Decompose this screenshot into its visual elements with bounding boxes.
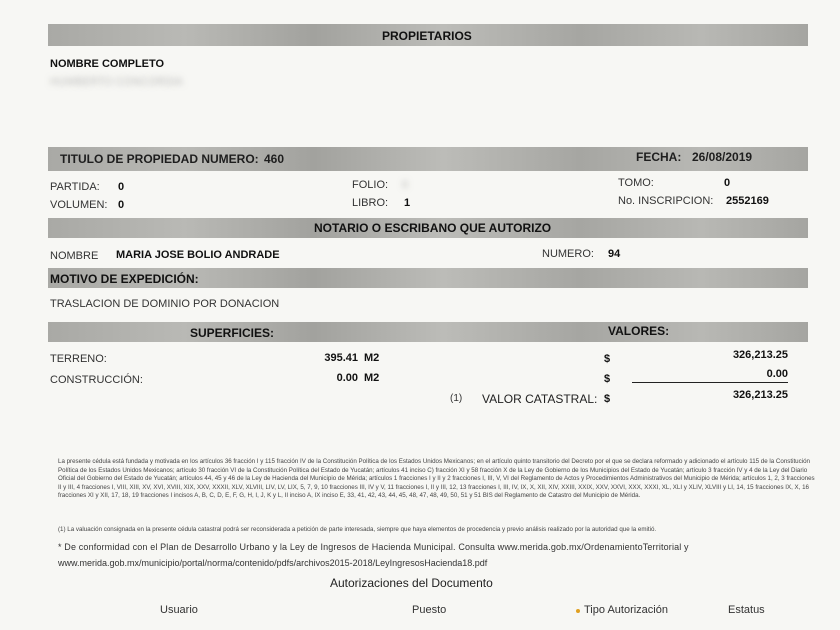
owners-section-title: PROPIETARIOS <box>382 29 472 43</box>
tomo-label: TOMO: <box>618 177 654 189</box>
col-tipo-autorizacion: Tipo Autorización <box>584 604 668 616</box>
construccion-area: 0.00 <box>336 372 358 384</box>
motive-value: TRASLACION DE DOMINIO POR DONACION <box>50 298 280 310</box>
surfaces-section-title: SUPERFICIES: <box>190 326 275 340</box>
partida-label: PARTIDA: <box>50 181 100 193</box>
title-deed-date-label: FECHA: <box>636 150 682 164</box>
inscripcion-label: No. INSCRIPCION: <box>618 195 714 207</box>
legal-paragraph: La presente cédula está fundada y motivada en los artículos 36 fracción I y 115 fracción IV de la Constitución Política de los Estados Unidos Mexicanos; en el artículo quinto transitorio del Decreto por el que se declara reformado y adicionado el artículo 115 de la Constitución Política de los Estados Unidos Mexicanos; artículo 30 fracción VI de la Constitución Política del Estado de Yucatán; artículos 41 inciso C) fracción XI y 58 fracción X de la Ley de Gobierno de los Municipios del Estado de Yucatán; artículo 3 fracción IV y 4 de la Ley del Diario Oficial del Gobierno del Estado de Yucatán; artículos 44, 45 y 46 de la Ley de Hacienda del Municipio de Mérida; artículos 1 fracciones I y II y 2 fracciones I, III, V, VI del Reglamento de Actos y Procedimientos Administrativos del Municipio de Mérida; artículos 1, 2, 3 fracciones II y III, 4 fracciones I, VIII, XIII, XV, XVI, XVIII, XIX, XXV, XXXII, XLV, XLVIII, LIV, LV, LIX, 5, 7, 9, 10 fracciones III, IV y V, 11 fracciones I, II y III, 12, 13 fracciones I, III, IV, IX, X, XII, XIV, XXIII, XXIX, XXV, XXVI, XXX, XXXI, XL, XLI y XLIV, XLVIII y LI, 14, 15 fracciones IX, X, 16 fracciones XI y XII, 17, 18, 19 fracciones I incisos A, B, C, D, E, F, G, H, I, J, K y L, II inciso A, IX inciso E, 33, 41, 42, 43, 44, 45, 48, 47, 48, 49, 50, 51 y 51 BIS del Reglamento de Catastro del Municipio de Mérida. <box>58 458 815 500</box>
conformity-line-2: www.merida.gob.mx/municipio/portal/norma/contenido/pdfs/archivos2015-2018/LeyIngresosHacienda18.pdf <box>58 558 488 568</box>
notary-number-value: 94 <box>608 248 621 260</box>
values-section-title: VALORES: <box>608 324 670 338</box>
construccion-currency: $ <box>604 373 611 385</box>
inscripcion-value: 2552169 <box>726 195 769 207</box>
terreno-unit: M2 <box>364 352 380 364</box>
catastral-value: 326,213.25 <box>732 389 788 401</box>
construccion-label: CONSTRUCCIÓN: <box>50 374 143 386</box>
notary-number-label: NUMERO: <box>542 248 594 260</box>
surfaces-band <box>48 322 808 342</box>
full-name-label: NOMBRE COMPLETO <box>50 58 165 70</box>
notary-name-label: NOMBRE <box>50 250 99 262</box>
catastral-currency: $ <box>604 393 611 405</box>
col-puesto: Puesto <box>412 604 447 616</box>
construccion-unit: M2 <box>364 372 380 384</box>
full-name-value: HUMBERTO CONCORDIA <box>50 76 183 88</box>
libro-label: LIBRO: <box>352 197 389 209</box>
tomo-value: 0 <box>724 177 731 189</box>
volumen-value: 0 <box>118 199 125 211</box>
catastral-label: VALOR CATASTRAL: <box>482 392 598 406</box>
folio-value: 6 <box>402 179 409 191</box>
col-usuario: Usuario <box>160 604 198 616</box>
col-estatus: Estatus <box>728 604 765 616</box>
construccion-value: 0.00 <box>766 368 788 380</box>
title-deed-number-value: 460 <box>264 152 285 166</box>
terreno-value: 326,213.25 <box>732 349 788 361</box>
notary-name-value: MARIA JOSE BOLIO ANDRADE <box>116 249 280 261</box>
volumen-label: VOLUMEN: <box>50 199 108 211</box>
total-rule <box>632 382 788 383</box>
bullet-icon <box>576 609 580 613</box>
partida-value: 0 <box>118 181 125 193</box>
catastral-note: (1) <box>450 393 463 404</box>
conformity-line-1: * De conformidad con el Plan de Desarrollo Urbano y la Ley de Ingresos de Hacienda Municipal. Consulta www.merida.gob.mx/OrdenamientoTerritorial y <box>58 542 689 552</box>
title-deed-number-label: TITULO DE PROPIEDAD NUMERO: <box>60 152 259 166</box>
authorizations-title: Autorizaciones del Documento <box>330 576 493 590</box>
libro-value: 1 <box>404 197 411 209</box>
valuation-note: (1) La valuación consignada en la presente cédula catastral podrá ser reconsiderada a petición de parte interesada, siempre que haya elementos de procedencia y previo análisis realizado por la autoridad que la emitió. <box>58 526 657 533</box>
folio-label: FOLIO: <box>352 179 389 191</box>
notary-section-title: NOTARIO O ESCRIBANO QUE AUTORIZO <box>314 221 552 235</box>
motive-section-title: MOTIVO DE EXPEDICIÓN: <box>50 272 199 286</box>
terreno-area: 395.41 <box>324 352 358 364</box>
terreno-label: TERRENO: <box>50 353 107 365</box>
terreno-currency: $ <box>604 353 611 365</box>
title-deed-date-value: 26/08/2019 <box>692 150 753 164</box>
